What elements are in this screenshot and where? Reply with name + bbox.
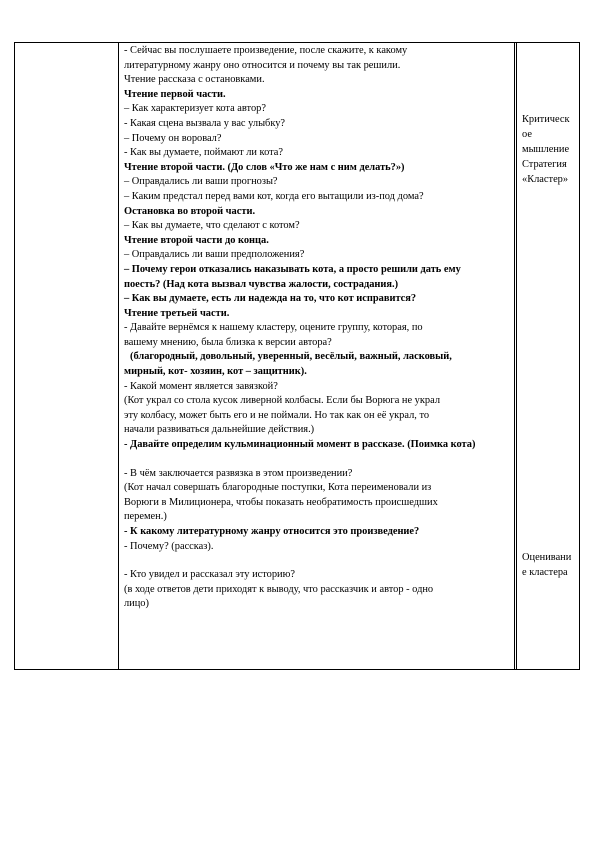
text-line: - К какому литературному жанру относится это произведение? <box>124 526 420 537</box>
text-line: начали развиваться дальнейшие действия.) <box>124 424 315 436</box>
text-line: лицо) <box>124 598 149 610</box>
text-line: (благородный, довольный, уверенный, весёлый, важный, ласковый, <box>130 351 452 363</box>
text-line: - Как вы думаете, поймают ли кота? <box>124 147 284 159</box>
stage-column <box>14 42 118 670</box>
text-line: – Как вы думаете, что сделают с котом? <box>124 220 300 232</box>
text-line: - Какая сцена вызвала у вас улыбку? <box>124 117 286 129</box>
text-line: Ворюги в Милиционера, чтобы показать необратимость происшедших <box>124 496 438 508</box>
text-line: (в ходе ответов дети приходят к выводу, что рассказчик и автор - одно <box>124 583 434 595</box>
activity-column <box>119 42 514 670</box>
side-text-line: Оценивани <box>522 552 572 563</box>
text-line: – Оправдались ли ваши прогнозы? <box>124 176 278 188</box>
text-line: Чтение второй части до конца. <box>124 234 269 246</box>
critical-thinking-note <box>522 112 580 187</box>
methods-column <box>517 42 579 670</box>
side-text-line: Стратегия <box>522 159 567 170</box>
text-line: (Кот украл со стола кусок ливерной колбасы. Если бы Ворюга не украл <box>124 395 440 407</box>
side-text-line: Критическ <box>522 114 570 125</box>
text-line: Остановка во второй части. <box>124 205 256 217</box>
text-line: поесть? (Над кота вызвал чувства жалости, сострадания.) <box>124 278 399 290</box>
text-line: - Кто увидел и рассказал эту историю? <box>124 569 295 581</box>
text-line: - Сейчас вы послушаете произведение, после скажите, к какому <box>124 45 408 56</box>
text-line: перемен.) <box>124 511 167 523</box>
text-line: - Давайте определим кульминационный момент в рассказе. (Поимка кота) <box>124 439 476 451</box>
text-line: Чтение первой части. <box>124 88 226 100</box>
text-line: мирный, кот- хозяин, кот – защитник). <box>124 366 307 378</box>
text-line: Чтение второй части. (До слов «Что же нам с ним делать?») <box>124 161 405 173</box>
text-line: (Кот начал совершать благородные поступки, Кота переименовали из <box>124 482 432 494</box>
activity-text <box>124 44 516 612</box>
text-line: – Оправдались ли ваши предположения? <box>124 249 305 261</box>
text-line: - Почему? (рассказ). <box>124 540 214 552</box>
text-line: Чтение третьей части. <box>124 307 230 319</box>
text-line: – Каким предстал перед вами кот, когда его вытащили из-под дома? <box>124 190 424 202</box>
side-text-line: ое <box>522 129 532 140</box>
lesson-table <box>14 42 580 670</box>
text-line: – Почему герои отказались наказывать кота, а просто решили дать ему <box>124 263 461 275</box>
text-line: - Давайте вернёмся к нашему кластеру, оцените группу, которая, по <box>124 322 423 334</box>
side-text-line: «Кластер» <box>522 174 569 185</box>
text-line: Чтение рассказа с остановками. <box>124 74 265 86</box>
text-line: эту колбасу, может быть его и не поймали. Но так как он её украл, то <box>124 409 430 421</box>
text-line: – Как вы думаете, есть ли надежда на то, что кот исправится? <box>124 293 417 305</box>
cluster-assessment-note <box>522 550 580 580</box>
side-text-line: е кластера <box>522 567 568 578</box>
text-line: литературному жанру оно относится и почему вы так решили. <box>124 59 401 71</box>
side-text-line: мышление <box>522 144 570 155</box>
text-line: вашему мнению, была близка к версии автора? <box>124 336 332 348</box>
text-line: - В чём заключается развязка в этом произведении? <box>124 467 353 479</box>
text-line: – Как характеризует кота автор? <box>124 103 266 115</box>
text-line: – Почему он воровал? <box>124 132 222 144</box>
text-line: - Какой момент является завязкой? <box>124 380 278 392</box>
